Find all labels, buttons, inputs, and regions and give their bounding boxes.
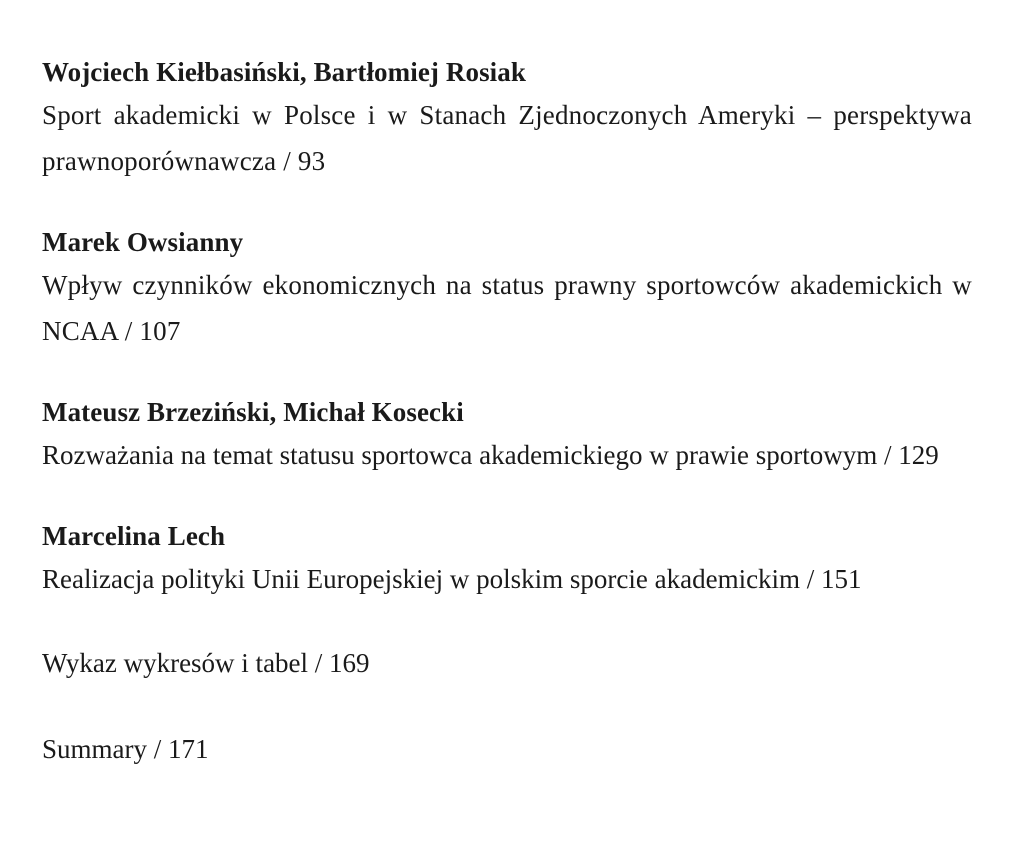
- entry-title: Rozważania na temat statusu sportowca akademickiego w prawie sportowym / 129: [42, 440, 939, 470]
- entry-author: Marek Owsianny: [42, 227, 244, 257]
- toc-entry: [42, 52, 972, 184]
- table-of-contents: [42, 52, 972, 812]
- entry-title: Wpływ czynników ekonomicznych na status prawny sportowców akademickich w NCAA / 107: [42, 270, 972, 346]
- entry-author: Mateusz Brzeziński, Michał Kosecki: [42, 397, 464, 427]
- entry-author: Wojciech Kiełbasiński, Bartłomiej Rosiak: [42, 57, 527, 87]
- entry-title: Sport akademicki w Polsce i w Stanach Zjednoczonych Ameryki – perspektywa prawnoporównawcza / 93: [42, 100, 972, 176]
- toc-entry-list-of-figures: [42, 640, 972, 686]
- entry-title: Summary / 171: [42, 734, 209, 764]
- toc-entry: [42, 392, 972, 478]
- toc-entry: [42, 516, 972, 602]
- toc-entry-summary: [42, 726, 972, 772]
- entry-author: Marcelina Lech: [42, 521, 226, 551]
- entry-title: Wykaz wykresów i tabel / 169: [42, 648, 370, 678]
- entry-title: Realizacja polityki Unii Europejskiej w polskim sporcie akademickim / 151: [42, 564, 862, 594]
- toc-entry: [42, 222, 972, 354]
